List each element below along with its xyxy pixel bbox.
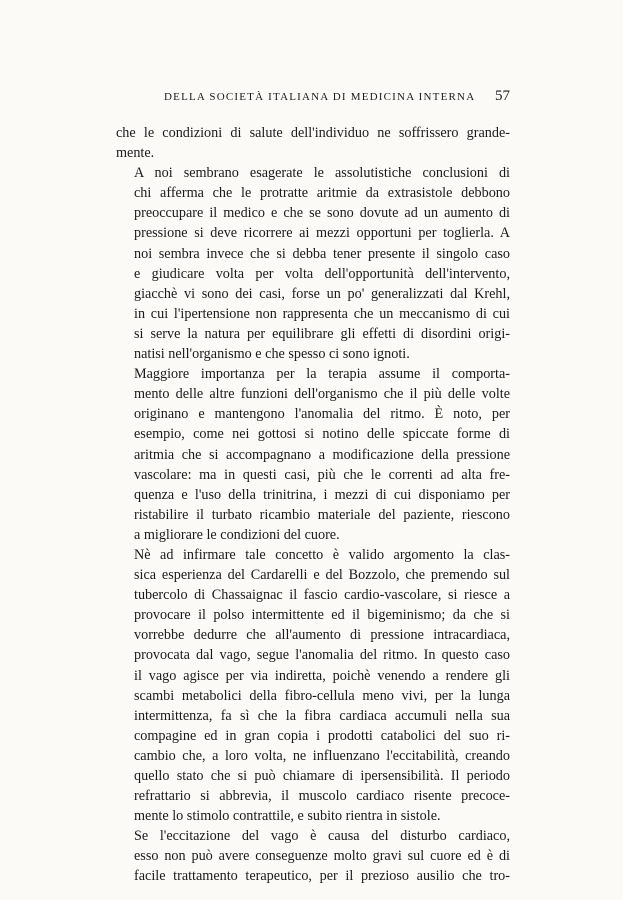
text-line: Se l'eccitazione del vago è causa del disturbo cardiaco, [134, 828, 510, 845]
text-line: chi afferma che le protratte aritmie da extrasistole debbono [134, 185, 510, 202]
text-line: vascolare: ma in questi casi, più che le correnti ad alta fre- [134, 466, 510, 483]
text-line: cambio che, a loro volta, ne influenzano l'eccitabilità, creando [134, 747, 510, 764]
text-line: scambi metabolici della fibro-cellula meno vivi, per la lunga [134, 687, 510, 704]
text-line: giacchè vi sono dei casi, forse un po' generalizzati dal Krehl, [134, 285, 510, 302]
running-title: DELLA SOCIETÀ ITALIANA DI MEDICINA INTERNA [164, 91, 476, 103]
text-line: mento delle altre funzioni dell'organismo che il più delle volte [134, 386, 510, 403]
paragraph [116, 364, 510, 545]
text-line: refrattario si abbrevia, il muscolo cardiaco risente precoce- [134, 788, 510, 805]
text-line: ristabilire il turbato ricambio materiale del paziente, riescono [134, 506, 510, 523]
text-line: mente. [116, 145, 155, 162]
paragraph-continuation [116, 123, 510, 163]
paragraph [116, 163, 510, 364]
text-line: intermittenza, fa sì che la fibra cardiaca accumuli nella sua [134, 707, 510, 724]
text-line: provocata dal vago, segue l'anomalia del ritmo. In questo caso [134, 647, 510, 664]
text-line: preoccupare il medico e che se sono dovute ad un aumento di [134, 205, 510, 222]
text-line: mente lo stimolo contrattile, e subito rientra in sistole. [134, 808, 441, 825]
text-line: sica esperienza del Cardarelli e del Bozzolo, che premendo sul [134, 567, 510, 584]
text-line: tubercolo di Chassaignac il fascio cardio-vascolare, si riesce a [134, 587, 510, 604]
text-line: A noi sembrano esagerate le assolutistiche conclusioni di [134, 165, 510, 182]
text-line: compagine ed in gran copia i prodotti catabolici del suo ri- [134, 727, 510, 744]
text-line: facile trattamento terapeutico, per il prezioso ausilio che tro- [134, 868, 510, 885]
text-line: natisi nell'organismo e che spesso ci sono ignoti. [134, 346, 410, 363]
text-line: a migliorare le condizioni del cuore. [134, 526, 340, 543]
text-line: quello stato che si può chiamare di ipersensibilità. Il periodo [134, 768, 510, 784]
paragraph [116, 826, 510, 886]
text-line: e giudicare volta per volta dell'opportunità dell'intervento, [134, 265, 510, 282]
text-line: Maggiore importanza per la terapia assume il comporta- [134, 366, 510, 383]
text-line: esempio, come nei gottosi si notino delle spiccate forme di [134, 426, 510, 443]
text-line: aritmia che si accompagnano a modificazione della pressione [134, 446, 510, 463]
text-line: esso non può avere conseguenze molto gravi sul cuore ed è di [134, 848, 510, 865]
text-line: quenza e l'uso della trinitrina, i mezzi di cui disponiamo per [134, 486, 510, 503]
running-head [116, 88, 510, 109]
text-line: pressione si deve ricorrere ai mezzi opportuni per toglierla. A [134, 225, 510, 242]
text-line: vorrebbe dedurre che all'aumento di pressione intracardiaca, [134, 627, 510, 644]
text-line: Nè ad infirmare tale concetto è valido argomento la clas- [134, 546, 510, 563]
page-number: 57 [495, 88, 510, 104]
body-text [116, 123, 510, 887]
text-line: provocare il polso intermittente ed il bigeminismo; da che si [134, 607, 510, 624]
text-line: il vago agisce per via indiretta, poichè venendo a rendere gli [134, 667, 510, 684]
text-line: che le condizioni di salute dell'individuo ne soffrissero grande- [116, 125, 510, 141]
paragraph [116, 545, 510, 826]
text-line: originano e mantengono l'anomalia del ritmo. È noto, per [134, 406, 510, 423]
text-line: noi sembra invece che si debba tener presente il singolo caso [134, 245, 510, 262]
text-line: in cui l'ipertensione non rappresenta che un meccanismo di cui [134, 305, 510, 322]
text-line: si serve la natura per equilibrare gli effetti di disordini origi- [134, 325, 510, 342]
